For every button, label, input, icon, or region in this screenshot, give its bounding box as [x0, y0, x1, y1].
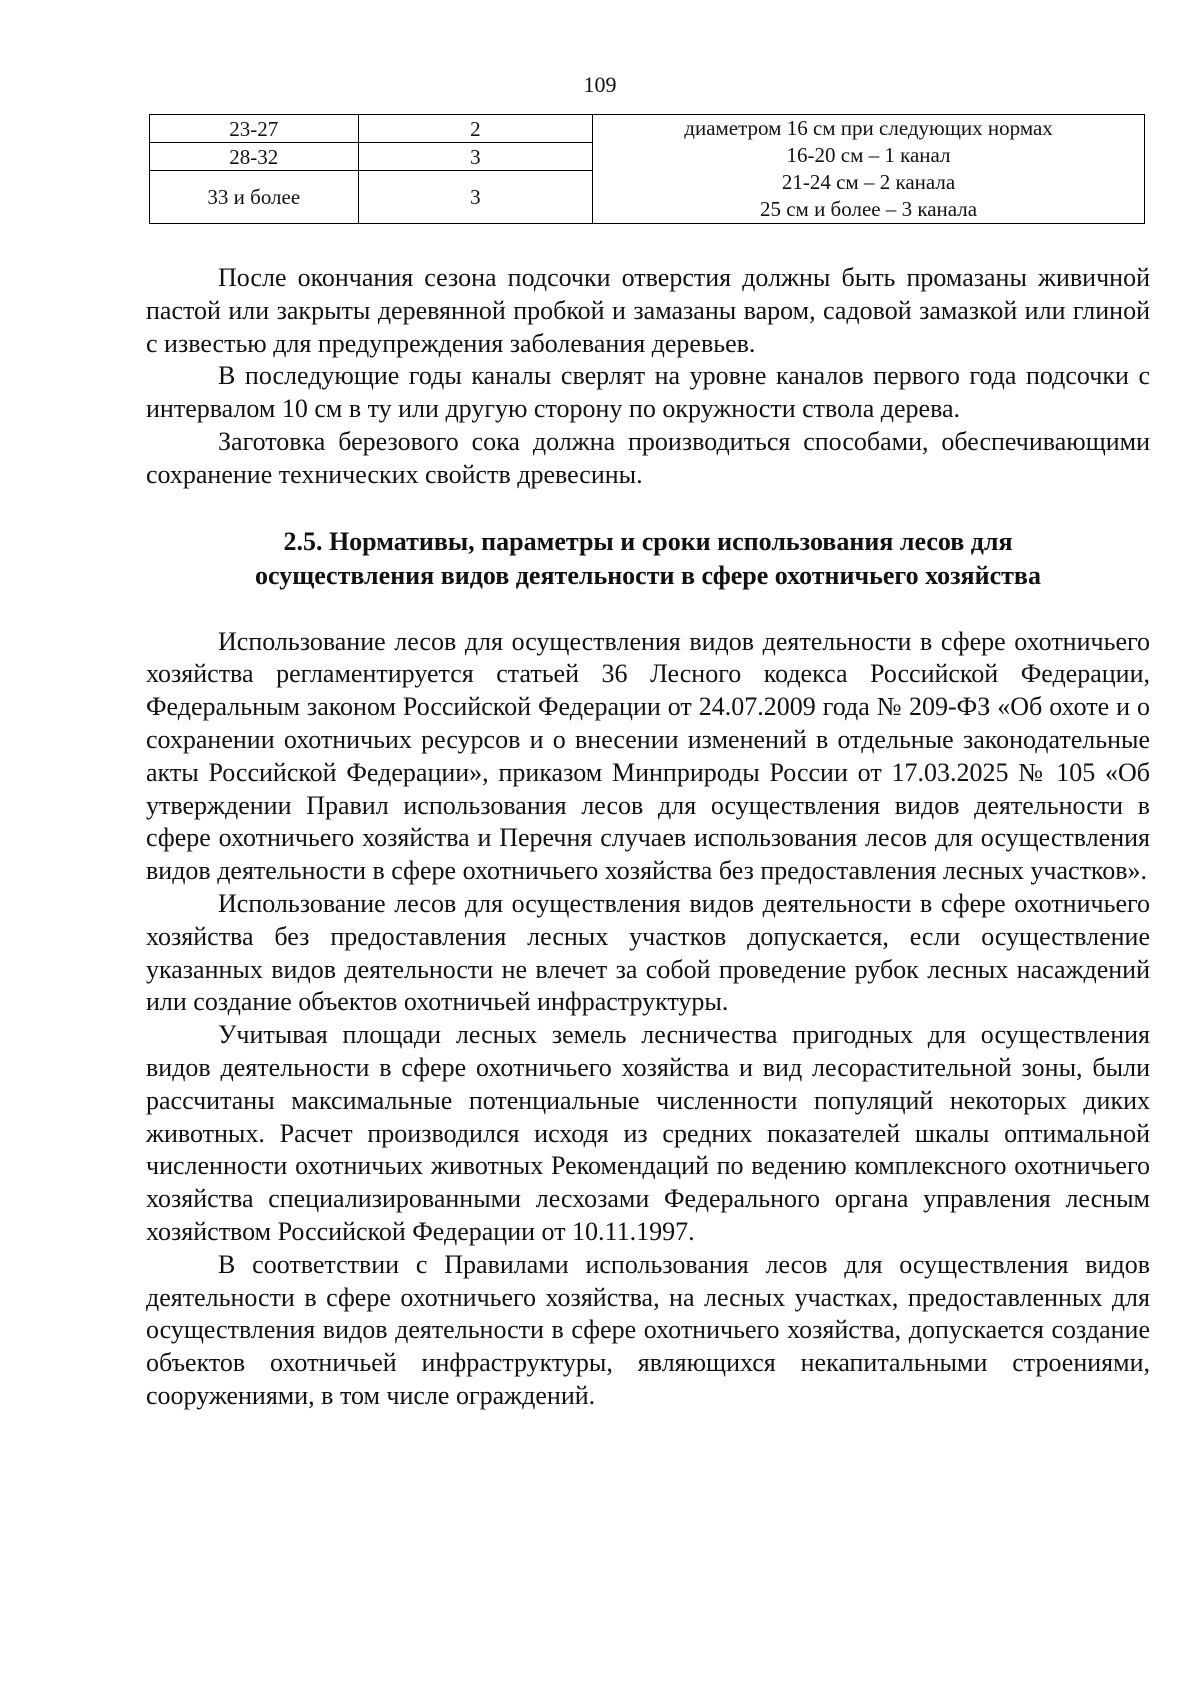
table-cell-channels: 3	[358, 171, 592, 224]
table-cell-diameter: 28-32	[150, 143, 359, 171]
paragraph: Учитывая площади лесных земель лесничества пригодных для осуществления видов деятельности в сфере охотничьего хозяйства и вид лесорастительной зоны, были рассчитаны максимальные потенциальные численности популяций некоторых диких животных. Расчет производился исходя из средних показателей шкалы оптимальной численности охотничьих животных Рекомендаций по ведению комплексного охотничьего хозяйства специализированными лесхозами Федерального органа управления лесным хозяйством Российской Федерации от 10.11.1997.	[146, 1020, 1150, 1246]
paragraph: В соответствии с Правилами использования лесов для осуществления видов деятельности в сфере охотничьего хозяйства, на лесных участках, предоставленных для осуществления видов деятельности в сфере охотничьего хозяйства, допускается создание объектов охотничьей инфраструктуры, являющихся некапитальными строениями, сооружениями, в том числе ограждений.	[146, 1249, 1150, 1410]
table-cell-diameter: 33 и более	[150, 171, 359, 224]
paragraph: Использование лесов для осуществления видов деятельности в сфере охотничьего хозяйства без предоставления лесных участков допускается, если осуществление указанных видов деятельности не влечет за собой проведение рубок лесных насаждений или создание объектов охотничьей инфраструктуры.	[146, 888, 1150, 1017]
section-heading-line: осуществления видов деятельности в сфере охотничьего хозяйства	[255, 560, 1041, 590]
norms-line: 21-24 см – 2 канала	[781, 170, 956, 194]
paragraph: В последующие годы каналы сверлят на уровне каналов первого года подсочки с интервалом 10 см в ту или другую сторону по окружности ствола дерева.	[146, 361, 1150, 424]
tapping-norms-table	[149, 114, 1145, 224]
table-cell-diameter: 23-27	[150, 115, 359, 143]
table-cell-norms	[593, 115, 1145, 224]
table-cell-channels: 3	[358, 143, 592, 171]
table-cell-channels: 2	[358, 115, 592, 143]
norms-line: диаметром 16 см при следующих нормах	[684, 116, 1053, 140]
paragraph: Заготовка березового сока должна производиться способами, обеспечивающими сохранение технических свойств древесины.	[146, 426, 1150, 489]
paragraph: Использование лесов для осуществления видов деятельности в сфере охотничьего хозяйства регламентируется статьей 36 Лесного кодекса Российской Федерации, Федеральным законом Российской Федерации от 24.07.2009 года № 209-ФЗ «Об охоте и о сохранении охотничьих ресурсов и о внесении изменений в отдельные законодательные акты Российской Федерации», приказом Минприроды России от 17.03.2025 № 105 «Об утверждении Правил использования лесов для осуществления видов деятельности в сфере охотничьего хозяйства и Перечня случаев использования лесов для осуществления видов деятельности в сфере охотничьего хозяйства без предоставления лесных участков».	[146, 626, 1150, 886]
document-body	[146, 262, 1150, 1413]
table-row	[150, 115, 1145, 143]
norms-line: 16-20 см – 1 канал	[786, 143, 951, 167]
norms-line: 25 см и более – 3 канала	[759, 197, 978, 221]
section-heading-line: 2.5. Нормативы, параметры и сроки использования лесов для	[283, 526, 1013, 556]
paragraph: После окончания сезона подсочки отверстия должны быть промазаны живичной пастой или закрыты деревянной пробкой и замазаны варом, садовой замазкой или глиной с известью для предупреждения заболевания деревьев.	[146, 263, 1150, 358]
page-number: 109	[583, 72, 617, 97]
section-heading	[146, 525, 1150, 593]
